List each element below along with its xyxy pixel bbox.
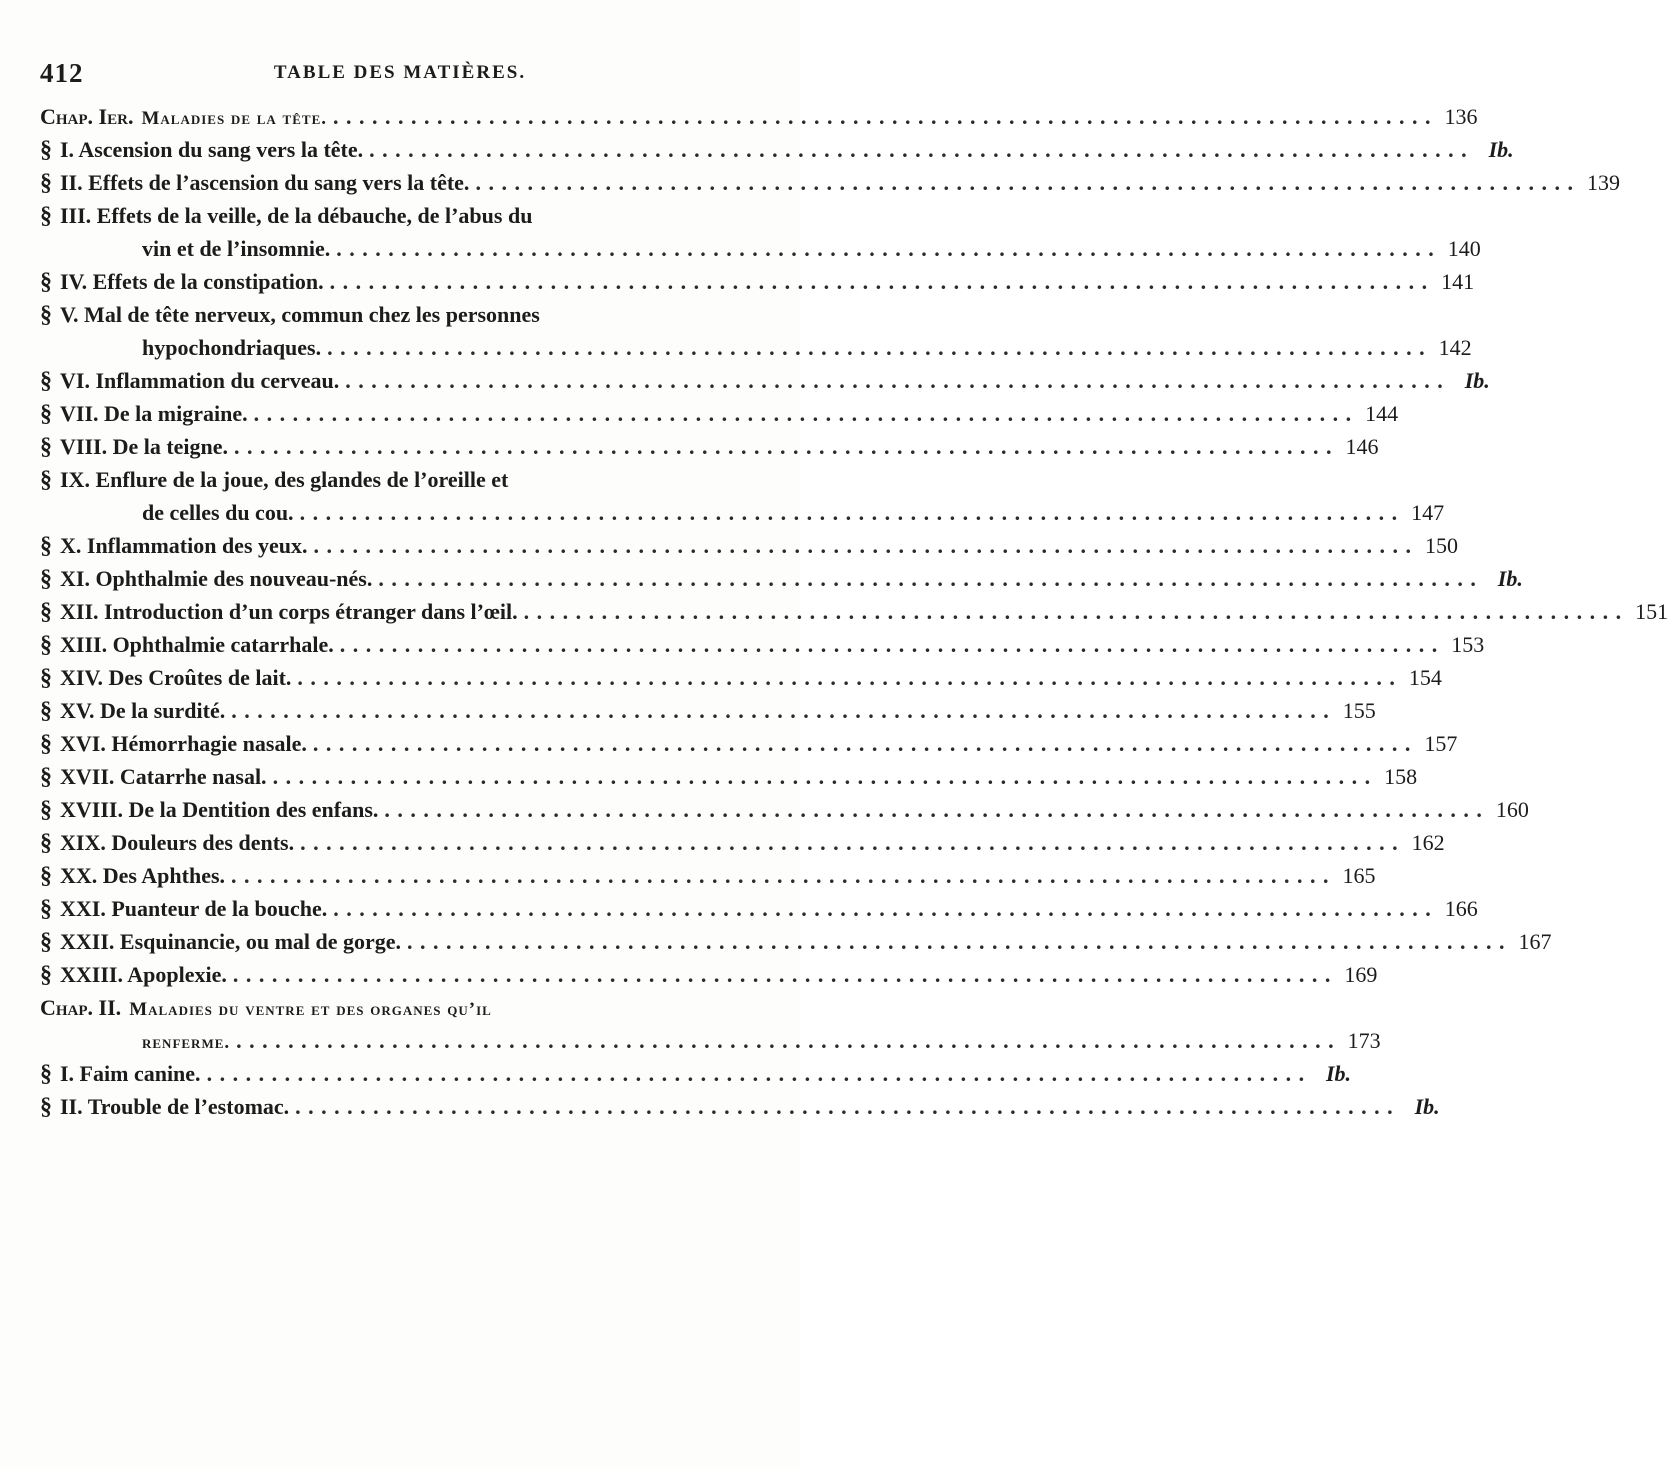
toc-chapter-entry bbox=[40, 995, 762, 1028]
section-title-continuation: de celles du cou. bbox=[142, 500, 294, 525]
section-sign: § bbox=[40, 1061, 52, 1087]
section-title: I. Ascension du sang vers la tête. bbox=[60, 137, 364, 162]
toc-section-entry bbox=[40, 665, 1442, 698]
table-of-contents bbox=[40, 104, 1668, 1127]
toc-section-entry bbox=[40, 797, 1529, 830]
toc-section-entry bbox=[40, 566, 1523, 599]
dot-leader bbox=[300, 830, 1399, 856]
dot-leader bbox=[333, 896, 1432, 922]
toc-page-number: Ib. bbox=[1414, 1094, 1440, 1119]
toc-section-entry bbox=[40, 434, 1379, 467]
dot-leader bbox=[254, 401, 1353, 427]
toc-section-entry bbox=[40, 269, 1475, 302]
toc-section-entry bbox=[40, 1061, 1352, 1094]
section-sign: § bbox=[40, 731, 52, 757]
toc-section-entry bbox=[40, 368, 1490, 401]
section-title: XIII. Ophthalmie catarrhale. bbox=[60, 632, 334, 657]
chapter-label: Chap. II. bbox=[40, 995, 122, 1020]
section-title: XV. De la surdité. bbox=[60, 698, 226, 723]
dot-leader bbox=[327, 335, 1426, 361]
page-header bbox=[40, 58, 760, 94]
section-sign: § bbox=[40, 368, 52, 394]
toc-section-entry bbox=[40, 1094, 1440, 1127]
toc-section-entry-continuation bbox=[40, 236, 1481, 269]
toc-section-entry-continuation bbox=[40, 500, 1445, 533]
dot-leader bbox=[231, 863, 1330, 889]
toc-section-entry bbox=[40, 863, 1376, 896]
toc-page-number: 140 bbox=[1447, 236, 1481, 261]
toc-section-entry bbox=[40, 137, 1514, 170]
toc-section-entry bbox=[40, 929, 1552, 962]
section-title: XI. Ophthalmie des nouveau-nés. bbox=[60, 566, 373, 591]
toc-page-number: 162 bbox=[1411, 830, 1445, 855]
section-title: V. Mal de tête nerveux, commun chez les personnes bbox=[60, 302, 540, 327]
section-title: XX. Des Aphthes. bbox=[60, 863, 226, 888]
section-sign: § bbox=[40, 632, 52, 658]
toc-page-number: 169 bbox=[1344, 962, 1378, 987]
section-sign: § bbox=[40, 434, 52, 460]
dot-leader bbox=[313, 731, 1412, 757]
toc-page-number: 142 bbox=[1438, 335, 1472, 360]
section-sign: § bbox=[40, 962, 52, 988]
section-sign: § bbox=[40, 1094, 52, 1120]
toc-page-number: 136 bbox=[1444, 104, 1478, 129]
dot-leader bbox=[384, 797, 1483, 823]
toc-section-entry-continuation bbox=[40, 335, 1472, 368]
toc-section-entry bbox=[40, 698, 1376, 731]
toc-page-number: 155 bbox=[1342, 698, 1376, 723]
dot-leader bbox=[345, 368, 1444, 394]
toc-page-number: 173 bbox=[1347, 1028, 1381, 1053]
toc-page-number: Ib. bbox=[1488, 137, 1514, 162]
section-title: II. Trouble de l’estomac. bbox=[60, 1094, 290, 1119]
section-title: VII. De la migraine. bbox=[60, 401, 248, 426]
section-title: II. Effets de l’ascension du sang vers la tête. bbox=[60, 170, 470, 195]
toc-page-number: Ib. bbox=[1497, 566, 1523, 591]
toc-page-number: 147 bbox=[1411, 500, 1445, 525]
toc-page-number: 141 bbox=[1441, 269, 1475, 294]
section-sign: § bbox=[40, 302, 52, 328]
section-title: XII. Introduction d’un corps étranger dans l’œil. bbox=[60, 599, 518, 624]
page-number: 412 bbox=[40, 58, 84, 88]
chapter-title: Maladies de la tête. bbox=[141, 108, 327, 129]
toc-section-entry bbox=[40, 632, 1485, 665]
toc-page-number: 153 bbox=[1451, 632, 1485, 657]
toc-page-number: Ib. bbox=[1326, 1061, 1352, 1086]
toc-section-entry bbox=[40, 467, 762, 500]
chapter-title: Maladies du ventre et des organes qu’il bbox=[129, 999, 492, 1020]
section-sign: § bbox=[40, 566, 52, 592]
section-sign: § bbox=[40, 698, 52, 724]
dot-leader bbox=[234, 434, 1333, 460]
toc-page-number: 144 bbox=[1365, 401, 1399, 426]
toc-page-number: 151 bbox=[1635, 599, 1668, 624]
dot-leader bbox=[236, 1028, 1335, 1054]
section-title: VI. Inflammation du cerveau. bbox=[60, 368, 340, 393]
toc-page-number: 166 bbox=[1444, 896, 1478, 921]
section-title: XXI. Puanteur de la bouche. bbox=[60, 896, 328, 921]
dot-leader bbox=[207, 1061, 1306, 1087]
section-sign: § bbox=[40, 467, 52, 493]
dot-leader bbox=[330, 269, 1429, 295]
chapter-label: Chap. Ier. bbox=[40, 104, 134, 129]
section-sign: § bbox=[40, 269, 52, 295]
toc-page-number: 167 bbox=[1518, 929, 1552, 954]
dot-leader bbox=[369, 137, 1468, 163]
dot-leader bbox=[475, 170, 1574, 196]
toc-section-entry bbox=[40, 599, 1668, 632]
dot-leader bbox=[333, 104, 1432, 130]
section-sign: § bbox=[40, 137, 52, 163]
dot-leader bbox=[340, 632, 1439, 658]
toc-page-number: 146 bbox=[1345, 434, 1379, 459]
toc-chapter-entry bbox=[40, 104, 1478, 137]
toc-page-number: 158 bbox=[1384, 764, 1418, 789]
toc-section-entry bbox=[40, 203, 762, 236]
section-sign: § bbox=[40, 665, 52, 691]
dot-leader bbox=[524, 599, 1623, 625]
section-title: XVI. Hémorrhagie nasale. bbox=[60, 731, 307, 756]
dot-leader bbox=[378, 566, 1477, 592]
dot-leader bbox=[336, 236, 1435, 262]
section-sign: § bbox=[40, 533, 52, 559]
section-sign: § bbox=[40, 764, 52, 790]
toc-page-number: 154 bbox=[1408, 665, 1442, 690]
section-title: XXII. Esquinancie, ou mal de gorge. bbox=[60, 929, 402, 954]
section-title: XVII. Catarrhe nasal. bbox=[60, 764, 267, 789]
section-sign: § bbox=[40, 599, 52, 625]
toc-section-entry bbox=[40, 533, 1459, 566]
toc-section-entry bbox=[40, 731, 1458, 764]
toc-section-entry bbox=[40, 401, 1399, 434]
section-title: I. Faim canine. bbox=[60, 1061, 201, 1086]
dot-leader bbox=[233, 962, 1332, 988]
running-title: TABLE DES MATIÈRES. bbox=[273, 62, 527, 83]
section-title: XIX. Douleurs des dents. bbox=[60, 830, 295, 855]
toc-section-entry bbox=[40, 896, 1478, 929]
section-title: IX. Enflure de la joue, des glandes de l’oreille et bbox=[60, 467, 509, 492]
dot-leader bbox=[314, 533, 1413, 559]
toc-chapter-entry-continuation bbox=[40, 1028, 1381, 1061]
section-sign: § bbox=[40, 170, 52, 196]
toc-page-number: 165 bbox=[1342, 863, 1376, 888]
section-sign: § bbox=[40, 203, 52, 229]
dot-leader bbox=[231, 698, 1330, 724]
toc-section-entry bbox=[40, 830, 1445, 863]
toc-page-number: 160 bbox=[1495, 797, 1529, 822]
section-title-continuation: vin et de l’insomnie. bbox=[142, 236, 331, 261]
toc-section-entry bbox=[40, 764, 1418, 797]
section-title-continuation: hypochondriaques. bbox=[142, 335, 322, 360]
section-sign: § bbox=[40, 797, 52, 823]
chapter-title-continuation: renferme. bbox=[142, 1032, 231, 1053]
dot-leader bbox=[273, 764, 1372, 790]
dot-leader bbox=[407, 929, 1506, 955]
toc-section-entry bbox=[40, 962, 1378, 995]
section-sign: § bbox=[40, 863, 52, 889]
section-title: XXIII. Apoplexie. bbox=[60, 962, 227, 987]
section-title: X. Inflammation des yeux. bbox=[60, 533, 308, 558]
section-sign: § bbox=[40, 830, 52, 856]
toc-page-number: 150 bbox=[1425, 533, 1459, 558]
toc-section-entry bbox=[40, 302, 762, 335]
section-title: VIII. De la teigne. bbox=[60, 434, 229, 459]
section-title: IV. Effets de la constipation. bbox=[60, 269, 324, 294]
toc-section-entry bbox=[40, 170, 1620, 203]
dot-leader bbox=[295, 1094, 1394, 1120]
section-title: XIV. Des Croûtes de lait. bbox=[60, 665, 292, 690]
toc-page-number: Ib. bbox=[1464, 368, 1490, 393]
dot-leader bbox=[297, 665, 1396, 691]
section-sign: § bbox=[40, 896, 52, 922]
section-title: XVIII. De la Dentition des enfans. bbox=[60, 797, 379, 822]
toc-page-number: 139 bbox=[1586, 170, 1620, 195]
section-title: III. Effets de la veille, de la débauche, de l’abus du bbox=[60, 203, 533, 228]
dot-leader bbox=[300, 500, 1399, 526]
toc-page-number: 157 bbox=[1424, 731, 1458, 756]
section-sign: § bbox=[40, 401, 52, 427]
section-sign: § bbox=[40, 929, 52, 955]
